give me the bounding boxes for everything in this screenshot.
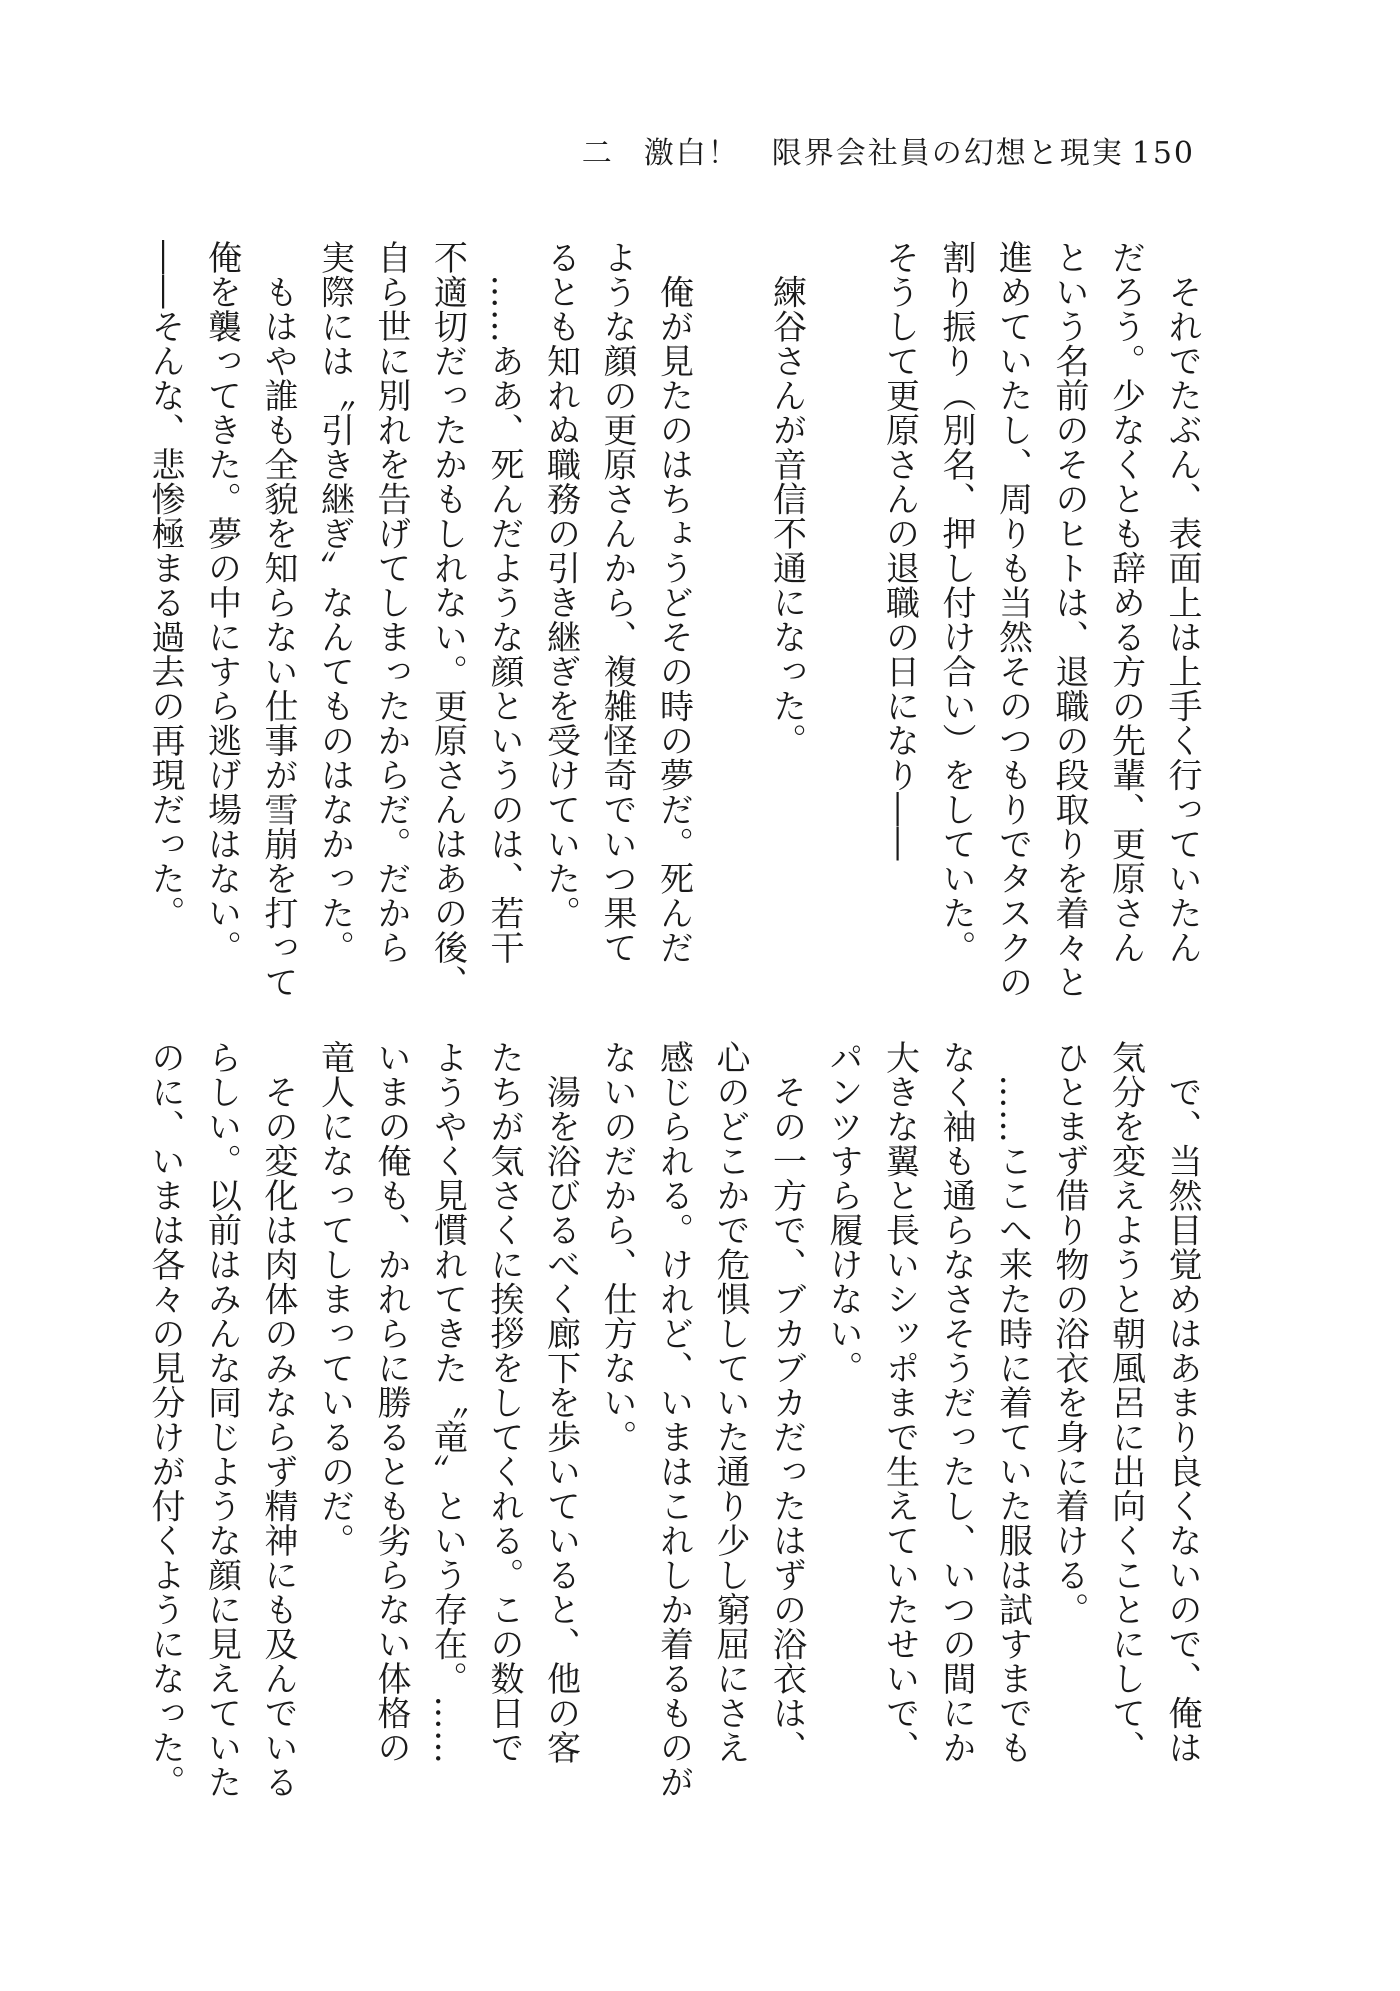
running-header bbox=[582, 128, 1195, 172]
text-line: 気分を変えようと朝風呂に出向くことにして、 bbox=[1105, 1040, 1146, 1765]
page-number: 150 bbox=[1131, 136, 1195, 171]
text-line: その一方で、ブカブカだったはずの浴衣は、 bbox=[766, 1040, 807, 1765]
text-line: 湯を浴びるべく廊下を歩いていると、他の客 bbox=[540, 1040, 581, 1765]
text-line: 心のどこかで危惧していた通り少し窮屈にさえ bbox=[710, 1040, 750, 1765]
text-line: ――そんな、悲惨極まる過去の再現だった。 bbox=[145, 240, 185, 930]
text-line: らしい。以前はみんな同じような顔に見えていた bbox=[201, 1040, 242, 1799]
text-line: 自ら世に別れを告げてしまったからだ。だから bbox=[371, 240, 411, 965]
text-line: たちが気さくに挨拶をしてくれる。この数日で bbox=[484, 1040, 524, 1765]
text-line: その変化は肉体のみならず精神にも及んでいる bbox=[258, 1040, 298, 1799]
text-line: ……ああ、死んだような顔というのは、若干 bbox=[484, 240, 524, 965]
chapter-number: 二 bbox=[581, 136, 614, 171]
chapter-title: 激白！ 限界会社員の幻想と現実 bbox=[643, 136, 1124, 171]
text-line: のに、いまは各々の見分けが付くようになった。 bbox=[145, 1040, 185, 1799]
text-line: 俺を襲ってきた。夢の中にすら逃げ場はない。 bbox=[201, 240, 242, 965]
text-line: いまの俺も、かれらに勝るとも劣らない体格の bbox=[371, 1040, 411, 1765]
text-line: もはや誰も全貌を知らない仕事が雪崩を打って bbox=[258, 240, 298, 999]
text-line: 割り振り（別名、押し付け合い）をしていた。 bbox=[936, 240, 976, 965]
text-line: だろう。少なくとも辞める方の先輩、更原さん bbox=[1105, 240, 1146, 965]
text-line: ……ここへ来た時に着ていた服は試すまでも bbox=[992, 1040, 1033, 1765]
text-line: そうして更原さんの退職の日になり―― bbox=[879, 240, 920, 861]
text-line: ような顔の更原さんから、複雑怪奇でいつ果て bbox=[597, 240, 637, 965]
text-line: るとも知れぬ職務の引き継ぎを受けていた。 bbox=[540, 240, 581, 930]
text-line: 不適切だったかもしれない。更原さんはあの後、 bbox=[427, 240, 468, 999]
text-line: ようやく見慣れてきた〝竜〟という存在。…… bbox=[427, 1040, 468, 1765]
text-line: 竜人になってしまっているのだ。 bbox=[314, 1040, 355, 1558]
text-line: で、当然目覚めはあまり良くないので、俺は bbox=[1162, 1040, 1202, 1765]
text-line: 練谷さんが音信不通になった。 bbox=[766, 240, 807, 758]
text-line: 大きな翼と長いシッポまで生えていたせいで、 bbox=[879, 1040, 920, 1765]
lower-text-block bbox=[145, 1040, 1210, 1799]
text-line: ないのだから、仕方ない。 bbox=[597, 1040, 637, 1454]
text-line: 実際には〝引き継ぎ〟なんてものはなかった。 bbox=[314, 240, 355, 965]
upper-text-block bbox=[145, 240, 1210, 999]
blank-line bbox=[702, 240, 759, 900]
text-line: という名前のそのヒトは、退職の段取りを着々と bbox=[1049, 240, 1089, 999]
text-line: ひとまず借り物の浴衣を身に着ける。 bbox=[1049, 1040, 1089, 1627]
text-line: それでたぶん、表面上は上手く行っていたん bbox=[1162, 240, 1202, 965]
blank-line bbox=[815, 240, 872, 900]
text-line: パンツすら履けない。 bbox=[823, 1040, 863, 1385]
text-line: 感じられる。けれど、いまはこれしか着るものが bbox=[653, 1040, 694, 1799]
text-line: なく袖も通らなさそうだったし、いつの間にか bbox=[936, 1040, 976, 1765]
text-line: 進めていたし、周りも当然そのつもりでタスクの bbox=[992, 240, 1033, 999]
text-line: 俺が見たのはちょうどその時の夢だ。死んだ bbox=[653, 240, 694, 965]
